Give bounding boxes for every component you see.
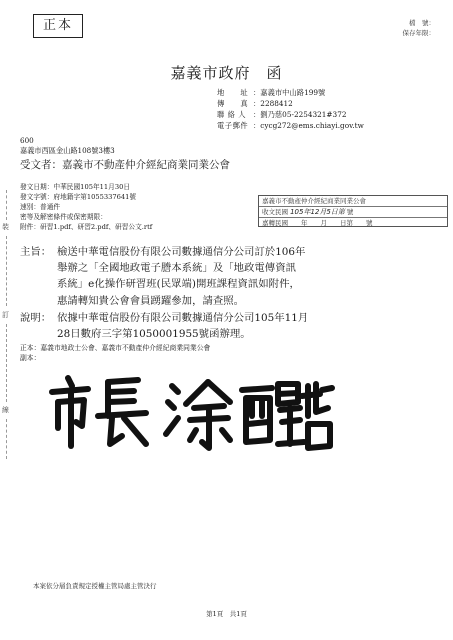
stamp-transfer-row: 嘉轉民國 年 月 日第 號	[262, 219, 373, 227]
file-number-label: 檔 號：	[409, 19, 435, 27]
subject-line: 檢送中華電信股份有限公司數據通信分公司訂於106年	[57, 246, 306, 258]
delegation-note: 本案依分層負責規定授權主管局處主管決行	[33, 582, 157, 590]
binding-line	[6, 324, 7, 402]
postal-code: 600	[20, 136, 34, 145]
binding-line	[6, 419, 7, 459]
binding-mark: 裝	[2, 223, 9, 231]
recipient-address: 嘉義市西區金山路108號3樓3	[20, 146, 115, 155]
document-number: 發文字號：府地籍字第1055337641號	[20, 193, 137, 201]
contact-key: 聯 絡 人	[217, 110, 247, 119]
original-recipients: 正本：嘉義市地政士公會、嘉義市不動產仲介經紀商業同業公會	[20, 344, 211, 352]
description-text	[57, 310, 437, 342]
contact-key: 電子郵件	[217, 121, 249, 130]
stamp-received-label: 收文民國	[262, 208, 288, 216]
subject-section	[20, 244, 440, 314]
attachments: 附件：研習1.pdf、研習2.pdf、研習公文.rtf	[20, 223, 153, 231]
stamp-org: 嘉義市不動產仲介經紀商業同業公會	[259, 196, 447, 207]
contact-value: ：劉乃慈05-2254321#372	[253, 110, 347, 119]
description-line: 28日數府三字第1050001955號函辦理。	[57, 328, 251, 341]
urgency: 速別：普通件	[20, 203, 61, 211]
page-indicator: 第1頁 共1頁	[206, 610, 247, 618]
subject-line: 惠請轉知貴公會會員踴躍參加，請查照。	[57, 294, 245, 307]
stamp-received-suffix: 號	[346, 208, 354, 216]
description-section	[20, 310, 440, 346]
subject-line: 系統」e化操作研習班(民眾端)開班課程資訊如附件，	[57, 278, 300, 291]
document-label-box: 正本	[33, 14, 83, 38]
document-title: 嘉義市政府 函	[170, 64, 283, 82]
contact-value: ：2288412	[253, 99, 293, 108]
subject-text	[57, 244, 437, 309]
description-line: 依據中華電信股份有限公司數據通信分公司105年11月	[57, 312, 309, 324]
contact-address	[217, 88, 325, 99]
description-label: 說明：	[20, 312, 52, 324]
binding-line	[6, 236, 7, 306]
issue-date: 發文日期：中華民國105年11月30日	[20, 183, 131, 191]
subject-label: 主旨：	[20, 246, 52, 258]
subject-line: 舉辦之「全國地政電子謄本系統」及「地政電傳資訊	[57, 262, 296, 275]
mayor-signature	[46, 372, 336, 452]
stamp-received-handwritten: 105年12月5日第	[290, 208, 345, 216]
contact-key: 地 址	[217, 88, 249, 97]
classification: 密等及解密條件或保密期限：	[20, 213, 107, 221]
keep-years-label: 保存年限：	[402, 29, 435, 37]
stamp-received-row	[259, 207, 447, 218]
receipt-stamp	[258, 195, 448, 227]
contact-key: 傳 真	[217, 99, 249, 108]
contact-email	[217, 121, 364, 132]
recipient-line: 受文者：嘉義市不動產仲介經紀商業同業公會	[20, 159, 230, 171]
copy-recipients: 副本：	[20, 354, 41, 362]
contact-value: ：嘉義市中山路199號	[253, 88, 326, 97]
contact-person	[217, 110, 346, 121]
contact-value: ：cycg272@ems.chiayi.gov.tw	[253, 121, 364, 130]
binding-mark: 線	[2, 406, 9, 414]
binding-line	[6, 190, 7, 220]
binding-mark: 訂	[2, 311, 9, 319]
contact-fax	[217, 99, 293, 110]
